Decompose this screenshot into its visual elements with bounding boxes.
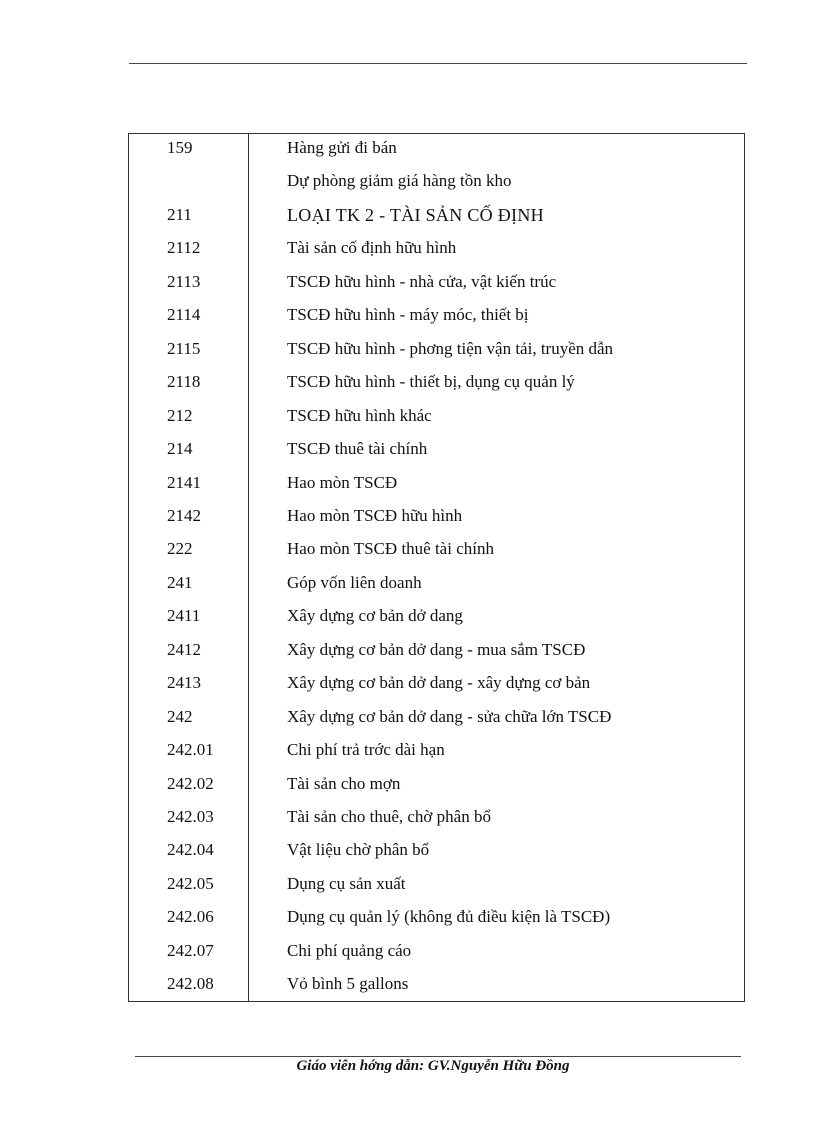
account-name: Góp vốn liên doanh (287, 572, 422, 592)
account-name: Tài sản cho mợn (287, 773, 401, 793)
account-name: TSCĐ hữu hình - phơng tiện vận tải, truyền dẫn (287, 338, 614, 358)
table-row (129, 839, 744, 873)
table-row (129, 170, 744, 204)
account-name: TSCĐ hữu hình khác (287, 405, 432, 425)
account-code: 242.03 (167, 807, 214, 826)
table-row (129, 505, 744, 539)
account-code: 214 (167, 439, 193, 459)
account-code: 2142 (167, 505, 201, 525)
account-code: 242.01 (167, 740, 214, 760)
footer-rule (135, 1056, 741, 1057)
account-code: 241 (167, 572, 193, 592)
table-row (129, 204, 744, 238)
account-name: TSCĐ hữu hình - nhà cửa, vật kiến trúc (287, 271, 557, 291)
account-name: TSCĐ hữu hình - máy móc, thiết bị (287, 305, 529, 325)
account-code: 222 (167, 539, 193, 559)
account-code: 242 (167, 706, 193, 726)
account-name: Hàng gửi đi bán (287, 138, 397, 157)
account-name: Chi phí trả trớc dài hạn (287, 740, 445, 760)
account-name: TSCĐ thuê tài chính (287, 439, 428, 459)
account-code: 2413 (167, 673, 201, 693)
table-row (129, 739, 744, 773)
table-row (129, 940, 744, 974)
account-name: Vỏ bình 5 gallons (287, 974, 409, 994)
table-row (129, 472, 744, 506)
account-code: 212 (167, 405, 193, 425)
account-name: Xây dựng cơ bản dở dang - mua sắm TSCĐ (287, 639, 586, 659)
table-row (129, 271, 744, 305)
account-code: 211 (167, 204, 192, 224)
table-row (129, 338, 744, 372)
account-code: 2115 (167, 338, 201, 358)
account-code: 242.04 (167, 840, 214, 860)
table-row (129, 572, 744, 606)
table-row (129, 873, 744, 907)
account-name: Dự phòng giảm giá hàng tồn kho (287, 171, 512, 191)
account-code: 2114 (167, 305, 201, 325)
table-row (129, 773, 744, 807)
table-row (129, 438, 744, 472)
account-code: 242.07 (167, 940, 214, 960)
footer-instructor: Giáo viên hớng dẫn: GV.Nguyễn Hữu Đồng (296, 1058, 570, 1074)
account-name: Tài sản cho thuê, chờ phân bổ (287, 807, 491, 826)
account-name: Chi phí quảng cáo (287, 940, 412, 960)
table-row (129, 237, 744, 271)
table-row (129, 538, 744, 572)
account-name: Tài sản cố định hữu hình (287, 238, 457, 258)
account-code: 159 (167, 138, 193, 157)
account-code: 2141 (167, 472, 201, 492)
account-code: 2118 (167, 372, 201, 392)
account-name: Xây dựng cơ bản dở dang (287, 606, 463, 626)
account-name: LOẠI TK 2 - TÀI SẢN CỐ ĐỊNH (287, 204, 544, 225)
header-rule (129, 63, 747, 64)
account-name: Hao mòn TSCĐ (287, 472, 398, 492)
table-row (129, 973, 744, 1007)
table-row (129, 371, 744, 405)
account-name: Xây dựng cơ bản dở dang - sửa chữa lớn TSCĐ (287, 706, 612, 726)
table-row (129, 405, 744, 439)
account-code: 242.06 (167, 907, 214, 927)
table-row (129, 137, 744, 171)
account-code: 2412 (167, 639, 201, 659)
table-row (129, 605, 744, 639)
account-code: 2112 (167, 238, 201, 258)
account-name: Hao mòn TSCĐ hữu hình (287, 505, 463, 525)
table-row (129, 672, 744, 706)
table-row (129, 304, 744, 338)
table-row (129, 639, 744, 673)
table-row (129, 706, 744, 740)
table-row (129, 906, 744, 940)
table-row (129, 806, 744, 840)
account-name: Dụng cụ sản xuất (287, 873, 406, 893)
account-code: 2411 (167, 606, 201, 626)
account-code: 2113 (167, 271, 201, 291)
account-name: Vật liệu chờ phân bổ (287, 840, 430, 860)
account-code: 242.08 (167, 974, 214, 994)
account-name: Hao mòn TSCĐ thuê tài chính (287, 539, 494, 559)
account-table (128, 133, 745, 1002)
account-code: 242.02 (167, 773, 214, 793)
account-code: 242.05 (167, 873, 214, 893)
account-name: TSCĐ hữu hình - thiết bị, dụng cụ quản lý (287, 372, 575, 392)
account-name: Xây dựng cơ bản dở dang - xây dựng cơ bản (287, 673, 591, 693)
account-name: Dụng cụ quản lý (không đủ điều kiện là TSCĐ) (287, 907, 611, 927)
